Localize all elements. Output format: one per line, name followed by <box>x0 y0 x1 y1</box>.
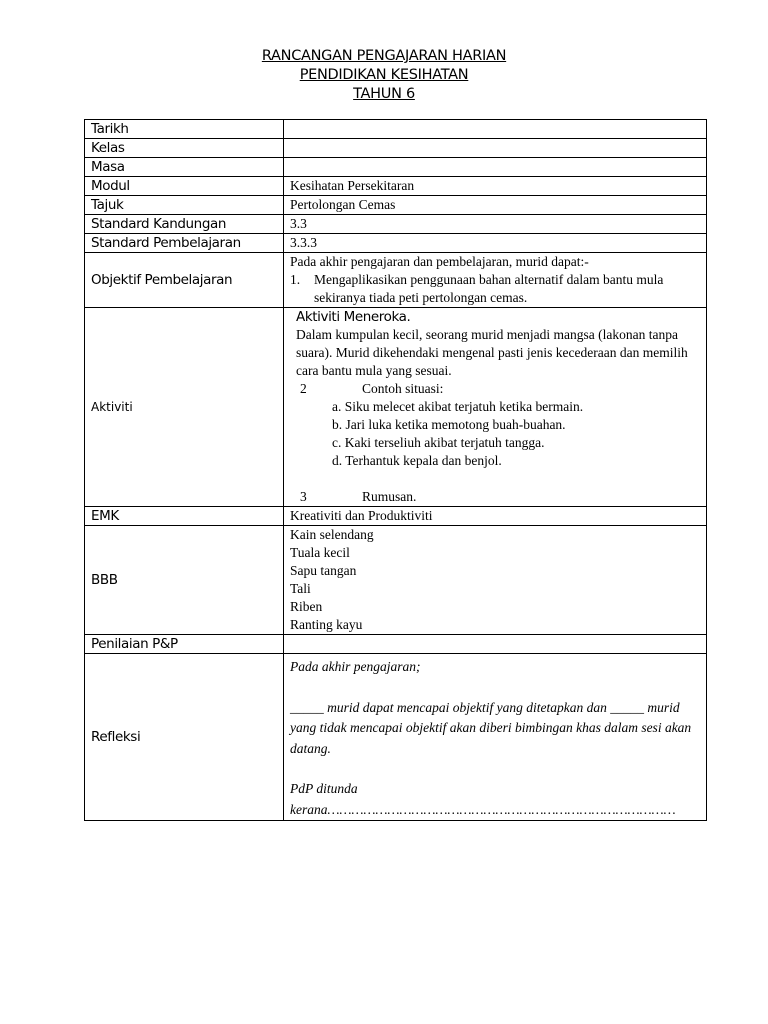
header-title: RANCANGAN PENGAJARAN HARIAN <box>261 48 507 64</box>
aktiviti-step-2-text: Contoh situasi: <box>362 381 444 396</box>
value-tarikh[interactable] <box>284 120 707 139</box>
aktiviti-title: Aktiviti Meneroka. <box>296 309 411 325</box>
bbb-item: Tali <box>290 581 311 596</box>
value-objektif <box>284 253 707 308</box>
refleksi-line-4: kerana…………………………………………………………………………… <box>290 801 676 817</box>
aktiviti-step-3-number: 3 <box>300 489 307 504</box>
label-tarikh: Tarikh <box>85 120 284 139</box>
situation-item: b. Jari luka ketika memotong buah-buahan. <box>332 417 566 432</box>
row-tarikh <box>85 120 707 139</box>
refleksi-line-1: Pada akhir pengajaran; <box>290 659 421 674</box>
refleksi-line-3: PdP ditunda <box>290 781 358 796</box>
label-emk: EMK <box>85 507 284 526</box>
row-masa <box>85 158 707 177</box>
aktiviti-content <box>290 308 706 506</box>
bbb-item: Tuala kecil <box>290 545 350 560</box>
objektif-item <box>290 271 706 307</box>
value-emk: Kreativiti dan Produktiviti <box>284 507 707 526</box>
row-tajuk <box>85 196 707 215</box>
document-header <box>0 47 768 104</box>
row-objektif <box>85 253 707 308</box>
value-bbb <box>284 526 707 635</box>
label-kelas: Kelas <box>85 139 284 158</box>
aktiviti-step-3-text: Rumusan. <box>362 489 417 504</box>
refleksi-line-2: _____ murid dapat mencapai objektif yang ditetapkan dan _____ murid yang tidak mencapai objektif akan diberi bimbingan khas dalam sesi akan datang. <box>290 699 692 756</box>
row-bbb <box>85 526 707 635</box>
aktiviti-step-3 <box>296 488 706 506</box>
spacer <box>296 470 706 488</box>
row-kelas <box>85 139 707 158</box>
label-modul: Modul <box>85 177 284 196</box>
row-refleksi <box>85 654 707 821</box>
row-emk <box>85 507 707 526</box>
situation-item: d. Terhantuk kepala dan benjol. <box>332 453 502 468</box>
aktiviti-description: Dalam kumpulan kecil, seorang murid menjadi mangsa (lakonan tanpa suara). Murid dikehendaki mengenal pasti jenis kecederaan dan memilih cara bantu mula yang sesuai. <box>296 327 688 378</box>
bbb-item: Kain selendang <box>290 527 374 542</box>
label-standard-kandungan: Standard Kandungan <box>85 215 284 234</box>
bbb-item: Riben <box>290 599 323 614</box>
value-masa[interactable] <box>284 158 707 177</box>
value-standard-kandungan: 3.3 <box>284 215 707 234</box>
label-bbb: BBB <box>85 526 284 635</box>
lesson-plan-table <box>84 119 707 821</box>
label-aktiviti: Aktiviti <box>85 308 284 507</box>
row-modul <box>85 177 707 196</box>
row-aktiviti <box>85 308 707 507</box>
value-modul: Kesihatan Persekitaran <box>284 177 707 196</box>
value-penilaian[interactable] <box>284 635 707 654</box>
label-standard-pembelajaran: Standard Pembelajaran <box>85 234 284 253</box>
spacer <box>290 759 706 779</box>
value-standard-pembelajaran: 3.3.3 <box>284 234 707 253</box>
row-standard-pembelajaran <box>85 234 707 253</box>
spacer <box>290 678 706 698</box>
label-refleksi: Refleksi <box>85 654 284 821</box>
value-aktiviti <box>284 308 707 507</box>
aktiviti-step-2-number: 2 <box>300 381 307 396</box>
row-penilaian <box>85 635 707 654</box>
situation-item: c. Kaki terseliuh akibat terjatuh tangga. <box>332 435 545 450</box>
label-tajuk: Tajuk <box>85 196 284 215</box>
label-penilaian: Penilaian P&P <box>85 635 284 654</box>
value-tajuk: Pertolongan Cemas <box>284 196 707 215</box>
bbb-item: Ranting kayu <box>290 617 363 632</box>
header-subject: PENDIDIKAN KESIHATAN <box>299 67 469 83</box>
objektif-intro: Pada akhir pengajaran dan pembelajaran, murid dapat:- <box>290 254 589 269</box>
value-refleksi <box>284 654 707 821</box>
aktiviti-step-2 <box>296 380 706 398</box>
value-kelas[interactable] <box>284 139 707 158</box>
row-standard-kandungan <box>85 215 707 234</box>
label-masa: Masa <box>85 158 284 177</box>
label-objektif: Objektif Pembelajaran <box>85 253 284 308</box>
objektif-item-number: 1. <box>290 272 301 287</box>
objektif-item-text: Mengaplikasikan penggunaan bahan alternatif dalam bantu mula sekiranya tiada peti pertolongan cemas. <box>314 272 664 305</box>
header-year: TAHUN 6 <box>353 86 415 102</box>
situation-item: a. Siku melecet akibat terjatuh ketika bermain. <box>332 399 584 414</box>
bbb-item: Sapu tangan <box>290 563 357 578</box>
